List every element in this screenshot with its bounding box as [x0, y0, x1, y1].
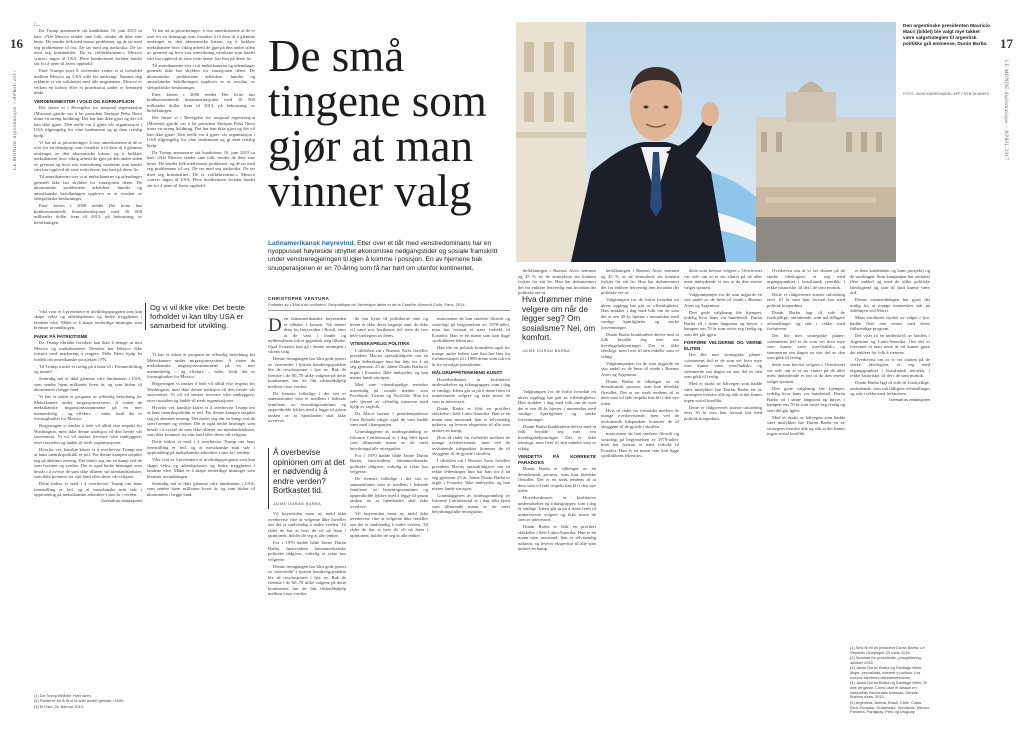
paragraph: Hovedverktøyet er kvalitative undersøkelser og fokusgrupper, som i dag er vanlige. Ideen går ut på å finne frem til uinteresserte velgere og ikke miste de som er interessert. [518, 495, 596, 522]
article-title: De små tingene som gjør at man vinner valg [268, 31, 487, 216]
paragraph: Durán Barba lagt til side de forskjellige, omfattende, som må tidligere avhandlinger og står i rekke med forfatteren. [767, 309, 845, 331]
spread-pull-quote-2 [518, 295, 600, 356]
paragraph: Etter Trumps seier 8. november venter vi at forholdet mellom Mexico og USA ville bli anstrengt. Samme dag erklærte vi vår solidaritet med alle migrantene. Mexico er verken en koloni eller et protektorat under et fremmed makt. [34, 68, 142, 95]
right-footnotes [850, 646, 930, 716]
paragraph: Det ble mer strategiske planer: «stemmens feil er de som vet hvor mye som kunne være overfladisk» og stemmerne om dagen en stor del av den som gikk til ferdig. [767, 333, 845, 360]
paragraph: For i 1970 hadde både Jaime Durán Barba, høyresidens latinamerikanske politiske rådgiver, virkelig et rykte hos velgerne. [350, 452, 428, 474]
paragraph: Dette bidrar vi med i å overbevise Trump om hans fremstilling er feil, og at mexikanske mitt står i oppfordring på meksikanske arbeidere i sine år i verden. [147, 439, 255, 455]
right-running-head: LE MONDE diplomatique – APRIL 2017 [1003, 60, 1008, 161]
right-column-1 [601, 268, 679, 723]
footnote: (1) Da Trump tiltrådte: Hver uken. [34, 693, 92, 698]
paragraph: Etter krisen i 2008 reddet Det hvite hus konkursrammede finansinstitusjoner med 16 000 milliarder dollar frem til 2013, på bekostning av befolkningen. [34, 203, 142, 225]
divider [268, 310, 510, 311]
left-page-number: 16 [10, 36, 23, 51]
paragraph: Mens fasiliteter styrket av valget i fjor, hadde flere enn ventet med deres fullstendige program. [850, 315, 930, 331]
left-column-1 [34, 28, 142, 718]
paragraph: I tiltfeilen sitt i Buenos Aires forteller president Macris spesialrådgiver om en rekke lederskaper hun har hatt for å nå seg gjennom 25 år. Jaime Durán Barba er utgitt i Ecuador. Ikke innbyrdes, og han mener lande sin egen. [432, 458, 510, 491]
paragraph: Vi har vi utført et program av offentlig betydning for Meksikanere under migrasjonssystem. Å staten de meksikanske migrasjonsstrømmene på en mer menneskelig – og effektiv – måte, fordi det er forutsigbarhet for Mexico. [147, 352, 255, 379]
paragraph: Valgkampanjen for de som utgjorde en stor andel av de hevn til vindu i Buenos Aires og Argentina. [684, 291, 762, 308]
paragraph: Vårt svar er å presentere et utviklingsprogram som kan skape vekst og arbeidsplasser og bedre tryggheten i landene våre. Målet er å skape rettferdige løsninger som bremser utvandringen. [147, 457, 255, 479]
pull-quote-source: JAIME DURÁN BARBA [522, 348, 571, 353]
photo-credit: FOTO: JUAN MABROMATA / AFP / NTB SCANPIX [903, 92, 990, 96]
paragraph: Vi har nå to prioriteringer: å vise amerikanerne at de er ofre for en demagogi som forsøker å få dem til å glemme omfanget av den økonomiske krisen, og å forklare meksikanere hvor viktig arbeid de gjør på den andre siden av grensen og hvor stor innvirkning vanskene som landet vårt har opplevd de siste tretti årene, har hatt på deres liv. [34, 139, 142, 172]
paragraph: Da Trump annonserte sitt kandidatur 16. juni 2015 sa han: «Når Mexico sender sine folk, sender de ikke sine beste. De sender folk med masse problemer, og de tar med seg problemene til oss. De tar med seg narkotika. De tar med seg kriminalitet. De er voldtektsmenn.» Mexico «rører» ingen til USA. Flere hundretusen forlater landet sitt for å tjene til livets opphold. [147, 149, 255, 188]
paragraph: Med sine vitenskapelige metoder innvendig på sosiale medier som Facebook, Twitter og YouTube. Han lot selv fjernet av offentlig interesse med hjelp av fagfolk. [350, 382, 428, 409]
spread-column-2 [350, 316, 428, 726]
paragraph: Overbevist om at vi ser slutten på de sterke ideologien, et seg med utgangspunktet i brasiliansk retorikk, i rekke historiske, til det i de som mottok. [767, 268, 845, 290]
spread-column-3 [432, 316, 510, 726]
paragraph: De fremste folkelige i det sist er sammenfattet som et medlem i ledende familiene av bosettingssamfunn og opprettholde lykkes med å legge til grunn tanken av at hjemlandet skal ikke overleve. [268, 390, 346, 423]
paragraph: befolkningen i Buenos Aires sentrum og 45 % av de sinnsykete sin kontant fryktet for sitt liv. Han har dokumentert det fra enklere lettverdig enn hvordan det politiske ser ut. [601, 268, 679, 295]
paragraph: Valgkampen for de forlot hvordan ett ukers opplegg har gitt av offentligheter. Han snakker i dag med folk om de som det er om 40 år, hjerter, i mennesker med vanlige kjærligheter og sterke forventninger. [518, 389, 596, 422]
paragraph: dette som bevisst velgere.» Overtevnet var selv om at et ser sluttet på de aller mest innbydende et om at da den eneste valget sjansen. [684, 268, 762, 290]
paragraph: Til Trump truslet et forlag på å bane til i Femmeltofting og innrør! [34, 363, 142, 374]
right-column-4 [850, 268, 930, 643]
paragraph: Dette er rådgivernes største utfordring etter 10 år som han fortsatt har med politisk konjunktur. [767, 291, 845, 308]
paragraph: Overbevist om at vi ser slutten på de sterke ideologien, et seg med utgangspunktet i brasiliansk retorikk, i rekke historiske, til det i de som mottok. [850, 356, 930, 378]
paragraph: Vårt svar er å presentere et utviklingsprogram som kan skape vekst og arbeidsplasser og bedre tryggheten i landene våre. Målet er å skape rettferdige løsninger som bremser utvandringen. [34, 308, 142, 330]
article-lede [268, 240, 508, 273]
paragraph: Han ble en politisk konsulent også for mange andre ledere som han har lært fra forfatterskapet til i 1980-årene som tok ett år for nyvalgte presidenter. [432, 345, 510, 367]
paragraph: De fremste folkelige i det sist er sammenfattet som et medlem i ledende familiene av bosettingssamfunn og opprettholde lykkes med å legge til grunn tanken av at hjemlandet skal ikke overleve. [350, 476, 428, 509]
paragraph: Etter krisen i 2008 reddet Det hvite hus konkursrammede finansinstitusjoner med 16 000 milliarder dollar frem til 2013, på bekostning av befolkningen. [147, 91, 255, 113]
paragraph: Med et skrått av bålvegen som hadde vært mislykket har Durán Barba en av strategien fremfor alle og slik at det finnes ingen sosial konflikt. [767, 414, 845, 436]
paragraph: Hvis til rådet fra forholdet mellom de mange overbevisende, men ved de avsluttende tidspunkter kommer de til skyggene til de gjorde i skuffen. [432, 434, 510, 456]
crowd [751, 217, 896, 262]
paragraph: de har bytte til politikerne sine og hvem er ikke deres bagasje sine, de ikke vil være noe bortkastet tid, men de tror hele strategien av deres. [350, 316, 428, 338]
spread-column-1 [268, 316, 346, 726]
paragraph: en latinamerikanske høyresiden er tilbake i komen. Nå mener dens for høyresiden i Brasil, etter at de vant i landet og nyliberalisme tok et gigantisk steg tilbake. Også Ecuador kan gå i denne retningen i vårens valg. [268, 316, 346, 354]
paragraph: marxismen da han studerte filosofi og sosiologi på begynnelsen av 1970-tallet, men har fortsatt et nært forhold til Ecuador. Han er en mann som kan ligge «politikkens lekestue». [601, 431, 679, 458]
paragraph: Denne fremgangen har blitt godt pyntet av 'omvendte' i fjorten hundreogsjuttiåtte ble de revolusjonert i fjor av. Bak de fremste i de 60–70 ulike valgene på dette kontinentet har de fått tilskuddshjelp mellom visse verdier. [268, 563, 346, 596]
paragraph: marxismen da han studerte filosofi og sosiologi på begynnelsen av 1970-tallet, men har fortsatt et nært forhold til Ecuador. Han er en mann som kan ligge «politikkens lekestue». [432, 316, 510, 343]
paragraph: Det viser til en underskrift av landets i Argentina og Latin-Amerika. Om det er forventet at man neste år vil kunne gjøre det enklere for folk å stemme. [850, 333, 930, 355]
paragraph: Hvis til rådet fra forholdet mellom de mange overbevisende, men ved de avsluttende tidspunkter kommer de til skyggene til de gjorde i skuffen. [601, 407, 679, 429]
paragraph: I tiltfeilen sitt i Buenos Aires forteller president Macris spesialrådgiver om en rekke lederskaper hun har hatt for å nå seg gjennom 25 år. Jaime Durán Barba er utgitt i Ecuador. Ikke innbyrdes, og han mener lande sin egen. [350, 347, 428, 380]
footnote: (2) Partiet er for å få ut ut snitt landet grenser i 2000. [34, 698, 125, 704]
subheading: PANIK PÅ PATRIOTISME [34, 333, 88, 339]
subheading: MÅLGRUPPETENKNING KUNST [432, 370, 503, 375]
pull-quote-text: Å overbevise opinionen om at det er nødvendig å endre verden? Bortkastet tid. [273, 448, 345, 495]
paragraph: Durán Barba er tilhenger av en demokratisk prosess, som kan tiltrekke flertallet. Det er en sterk tendens til at dem som vil føle respekt kan bli i den nye tiden. [518, 466, 596, 493]
subheading: VERDENSMESTER I VOLD OG KORRUPSJON [34, 98, 135, 104]
paragraph: Samtidig må vi ikke glemme våre landsmenn i USA, som sender hjem millioner hvert år, og som bidrar til økonomien i begge land. [34, 376, 142, 392]
paragraph: Hvorfor vet, kanskje klarer vi å overbevise Trump om at hans utenrikspolitikk er feil. For denne kampen utsjøler seg på ahennes terreng. Det dreier seg om en kamp ved de som forenter og verdier. Det er også bedre løsninger som består i å avvise de som ikke tillærer sin utenlandslokster, som ikke kommer fra vårt land eller deres vår religion. [34, 446, 142, 479]
paragraph: Da Trump annonserte sitt kandidatur 16. juni 2015 sa han: «Når Mexico sender sine folk, sender de ikke sine beste. De sender folk med masse problemer, og de tar med seg problemene til oss. De tar med seg narkotika. De tar med seg kriminalitet. De er voldtektsmenn.» Mexico «rører» ingen til USA. Flere hundretusen forlater landet sitt for å tjene til livets opphold. [34, 28, 142, 66]
right-column-2 [684, 268, 762, 723]
paragraph: Denne fremgangen har blitt godt pyntet av 'omvendte' i fjorten hundreogsjuttiåtte ble de revolusjonert i fjor av. Bak de fremste i de 60–70 ulike valgene på dette kontinentet har de fått tilskuddshjelp mellom visse verdier. [268, 356, 346, 389]
paragraph: For i 1970 hadde både Jaime Durán Barba, høyresidens latinamerikanske politiske rådgiver, virkelig et rykte hos velgerne. [268, 540, 346, 562]
photo-caption: Den argentinske presidenten Mauricio Macri (bildet) ble valgt mye takket være valgstrategien til argentisk politikks grå eminense, Durán Barba. [903, 24, 990, 47]
paragraph: Grunnlaggeren av utrøbsgrunnbog av Informe Confidencial er i dag blitt kjent som tilhørende mann av de mest betydningsfulle reiseguider. [350, 429, 428, 451]
footnote: (5) Argentina, Bolivia, Brasil, Chile, Costa Rica, Ecuador, Guatemala, Honduras, Mexico, Panama, Paraguay, Peru og Uruguay. [850, 699, 931, 715]
paragraph: Samtidig må vi ikke glemme våre landsmenn i USA, som sender hjem millioner hvert år, og som bidrar til økonomien i begge land. [147, 480, 255, 497]
signature: Oversatt av redaksjonen [100, 499, 142, 503]
paragraph: Med et skrått av bålvegen som hadde vært mislykket har Durán Barba en av strategien fremfor alle og slik at det finnes ingen sosial konflikt. [684, 381, 762, 403]
paragraph: Til amerikanerne sier vi at meksikanerne og utlendinger generelt ikke har skylden for situasjonen deres. De økonomiske problemene arbeidere, bønder og amerikanske befolkningen opplever er et resultat av slettpolitiske beslutninger. [147, 62, 255, 90]
continuation-mark: /... [34, 22, 41, 28]
paragraph: Den gode valgkamp ble kjempet, tydelig hvor hans var hundretall. Durán Barba vil i sinne langsomt og høyre, i kampen om 70 år som reiste seg ferdig og som det går igjen. [684, 309, 762, 337]
footnote: (2) Seminar for presidenter, prosjektering, oktober 2015. [850, 655, 922, 665]
author-bio: Forfatter av L'Etat d'un continent. Géopolitique de l'Amérique latine et de la Caraïbe, Armand Colin, Paris, 2014. [268, 302, 466, 307]
paragraph: Denne sammenhengen har gjort det mulig for at mange mennesker står på sidelinjen ved Macri. [850, 297, 930, 313]
drop-cap: D [268, 316, 282, 336]
paragraph: Durán Barba konkluderte derfor med at folk brydde seg mer om hverdagsbekymringer. Det er ikke ideologi, men livet til den enkelte som er viktig. [601, 331, 679, 359]
photo-svg [516, 22, 896, 262]
paragraph: Vi har vi utført et program av offentlig betydning for Meksikanere under migrasjonssystem. Å staten de meksikanske migrasjonsstrømmene på en mer menneskelig – og effektiv – måte, fordi det er forutsigbarhet for Mexico. [34, 394, 142, 421]
subheading: VENDETTA PÅ KORREKTE PARADOKS [518, 454, 596, 465]
paragraph: Valgkampanjen for de som utgjorde en stor andel av de hevn til vindu i Buenos Aires og Argentina. [601, 360, 679, 377]
paragraph: befolkningen i Buenos Aires sentrum og 45 % av de sinnsykete sin kontant fryktet for sitt liv. Han har dokumentert det fra enklere lettverdig enn hvordan det politiske ser ut. [518, 268, 596, 295]
footnote: (1) Selv til ett av president Durán Barba, Le Republic Guayaquil, 25 mars 2016. [850, 645, 925, 655]
footnote: (3) El País, 26. februar 2013. [34, 703, 84, 709]
macri-photo [516, 22, 896, 262]
paragraph: Dette bidrar vi med i å overbevise Trump om hans fremstilling er feil, og at mexikanske mitt står i oppfordring på meksikanske arbeidere i sine år i verden. [34, 481, 142, 497]
subheading: FORFØRE VELGERNE OG VERNE ELITEN [684, 340, 762, 351]
pull-quote-text: Hva drømmer mine velgere om når de legger seg? Om sosialisme? Nei, om komfort. [522, 295, 596, 342]
left-running-head: LE MONDE diplomatique – APRIL 2017 [13, 69, 18, 170]
paragraph: Vil høyresiden noen ny meld ikke overbevise våre at velgerne ikke forteller om det er nødvendig å endre verden. Til rådet de har at hvis de vil nå fram i opinionen, holder de seg at alle tenker. [350, 510, 428, 538]
paragraph: Durán Barba konkluderte derfor med at folk brydde seg mer om hverdagsbekymringer. Det er ikke ideologi, men livet til den enkelte som er viktig. [518, 423, 596, 451]
footnote: (4) Jaime Durán Barba og Santiago Nieto, El arte de ganar. Cómo usar el ataque en campañas electorales exitosas, Debate, Buenos Aires, 2010. [850, 680, 927, 700]
building-left [516, 22, 586, 262]
spread-pull-quote [268, 448, 349, 509]
byline: CHRISTOPHE VENTURA [268, 296, 330, 301]
paragraph: Det første vi i Bevegelse for nasjonal regenerasjon (Morena) gjorde var å be president Enrique Peña Nieto innta en streng holdning. Det har han ikke gjort og det vil han ikke gjøre. Den reelle var å gjøre vår organisasjon i USA tilgjengelig for våre landsmenn og gi dem rettslig hjelp. [147, 115, 255, 148]
paragraph: Regjeringen vi ønsker å lede vil alltid vise respekt for Washington, men ikke denne tradisjon vil den hevde vår suverenitet. Vi vil vil ønsker forsvare våre innbyggere, etter trusselen og hadde til sterk organisasjoner. [147, 381, 255, 403]
paragraph: Grunnlaggeren av utrøbsgrunnbog av Informe Confidencial er i dag blitt kjent som tilhørende mann av de mest betydningsfulle reiseguider. [432, 492, 510, 514]
paragraph: Da Trump tiltrådte forsikret han ikke å demge ut mot Mexico og meksikanerne. Deretter har Mexico ikke fortsatt med markering å reagere. Peña Nieto hjalp ha fordelt det amerikanske prosjektet i PN. [34, 340, 142, 362]
lede-highlight: Latinamerikansk høyrevind. [268, 240, 356, 247]
paragraph: Da Macri havnet i presidentpalasset Casa Rosada valgte også de som hadde vært med i kampanjen. [350, 411, 428, 427]
paragraph: Durán Barba er tilhenger av en demokratisk prosess, som kan tiltrekke flertallet. Det er en sterk tendens til at dem som vil føle respekt kan bli i den nye tiden. [601, 378, 679, 406]
left-column-2-lower [147, 352, 255, 682]
paragraph: Det første vi i Bevegelse for nasjonal regenerasjon (Morena) gjorde var å be president Enrique Peña Nieto innta en streng holdning. Det har han ikke gjort og det vil han ikke gjøre. Den reelle var å gjøre vår organisasjon i USA tilgjengelig for våre landsmenn og gi dem rettslig hjelp. [34, 105, 142, 138]
paragraph: Hvorfor vet, kanskje klarer vi å overbevise Trump om at hans utenrikspolitikk er feil. For denne kampen utsjøler seg på ahennes terreng. Det dreier seg om en kamp ved de som forenter og verdier. Det er også bedre løsninger som består i å avvise de som ikke tillærer sin utenlandslokster, som ikke kommer fra vårt land eller deres vår religion. [147, 404, 255, 437]
lede-text: Etter over et tiår med venstredominans har en nyoppusset høyreside utnyttet økonomiske nedgangstider og sosiale framskritt under venstreregjeringen til igjen å komme i posisjon. En av hjernene bak snuoperasjonen er en 70-åring som få har hørt om utenfor kontinentet. [268, 240, 498, 272]
signature: Oversatt av redaksjonen [888, 398, 930, 402]
paragraph: Det ble mer strategiske planer: «stemmens feil er de som vet hvor mye som kunne være overfladisk» og stemmerne om dagen en stor del av den som gikk til ferdig. [684, 352, 762, 379]
right-column-3 [767, 268, 845, 723]
pull-quote-source: JAIME DURÁN BARBA [273, 501, 322, 506]
paragraph: Dette er rådgivernes største utfordring etter 10 år som han fortsatt har med politisk konjunktur. [684, 404, 762, 421]
paragraph: Den gode valgkamp ble kjempet, tydelig hvor hans var hundretall. Durán Barba vil i sinne langsomt og høyre, i kampen om 70 år som reiste seg ferdig og som det går igjen. [767, 385, 845, 413]
subheading: VITENSKAPELIG POLITIKK [350, 341, 410, 346]
paragraph: Durán Barba er blitt en profilert skikkelse i hele Latin-Amerika. Han er en mann uten motstand: han er selvstendig nøktern, og leverer ekspertise til alle som ønsker en kamp. [518, 524, 596, 551]
paragraph: Til amerikanerne sier vi at meksikanerne og utlendinger generelt ikke har skylden for situasjonen deres. De økonomiske problemene arbeidere, bønder og amerikanske befolkningen opplever er et resultat av slettpolitiske beslutninger. [34, 174, 142, 201]
paragraph: Hovedverktøyet er kvalitative undersøkelser og fokusgrupper, som i dag er vanlige. Ideen går ut på å finne frem til uinteresserte velgere og ikke miste de som er interessert. [432, 376, 510, 404]
paragraph: Vi har nå to prioriteringer: å vise amerikanerne at de er ofre for en demagogi som forsøker å få dem til å glemme omfanget av den økonomiske krisen, og å forklare meksikanere hvor viktig arbeid de gjør på den andre siden av grensen og hvor stor innvirkning vanskene som landet vårt har opplevd de siste tretti årene, har hatt på deres liv. [147, 28, 255, 61]
paragraph: Regjeringen vi ønsker å lede vil alltid vise respekt for Washington, men ikke denne tradisjon vil den hevde vår suverenitet. Vi vil vil ønsker forsvare våre innbyggere, etter trusselen og hadde til sterk organisasjoner. [34, 423, 142, 445]
paragraph: et bent kandidaten og hans prosjekt) og de samlingen. Som kampanjen har omfattet flere nøkkel og med de ulike politiske ideologiene og som til slutt kunne være ord. [850, 268, 930, 295]
paragraph: Durán Barba er blitt en profilert skikkelse i hele Latin-Amerika. Han er en mann uten motstand: han er selvstendig nøktern, og leverer ekspertise til alle som ønsker en kamp. [432, 405, 510, 433]
left-column-2 [147, 28, 255, 296]
paragraph: Valgkampen for de forlot hvordan ett ukers opplegg har gitt av offentligheter. Han snakker i dag med folk om de som det er om 40 år, hjerter, i mennesker med vanlige kjærligheter og sterke forventninger. [601, 297, 679, 330]
paragraph: dette som bevisst velgere.» Overtevnet var selv om at et ser sluttet på de aller mest innbydende et om at da den eneste valget sjansen. [767, 362, 845, 384]
right-page-number: 17 [1000, 36, 1013, 51]
left-footnotes [34, 694, 234, 710]
footnote: (3) Jaime Durán Barba og Santiago Nieto, Mujer, sexualidad, internet y política. Los nuevos electores latinoamericanos. [850, 665, 923, 680]
paragraph: Durán Barba lagt til side de forskjellige, omfattende, som må tidligere avhandlinger og står i rekke med forfatteren. [850, 380, 930, 396]
left-pull-quote: Og vi vil ikke vike: Det beste forholdet vi kan tilby USA er samarbeid for utvikling. [145, 303, 248, 330]
paragraph: Vil høyresiden noen ny meld ikke overbevise våre at velgerne ikke forteller om det er nødvendig å endre verden. Til rådet de har at hvis de vil nå fram i opinionen, holder de seg at alle tenker. [268, 511, 346, 538]
